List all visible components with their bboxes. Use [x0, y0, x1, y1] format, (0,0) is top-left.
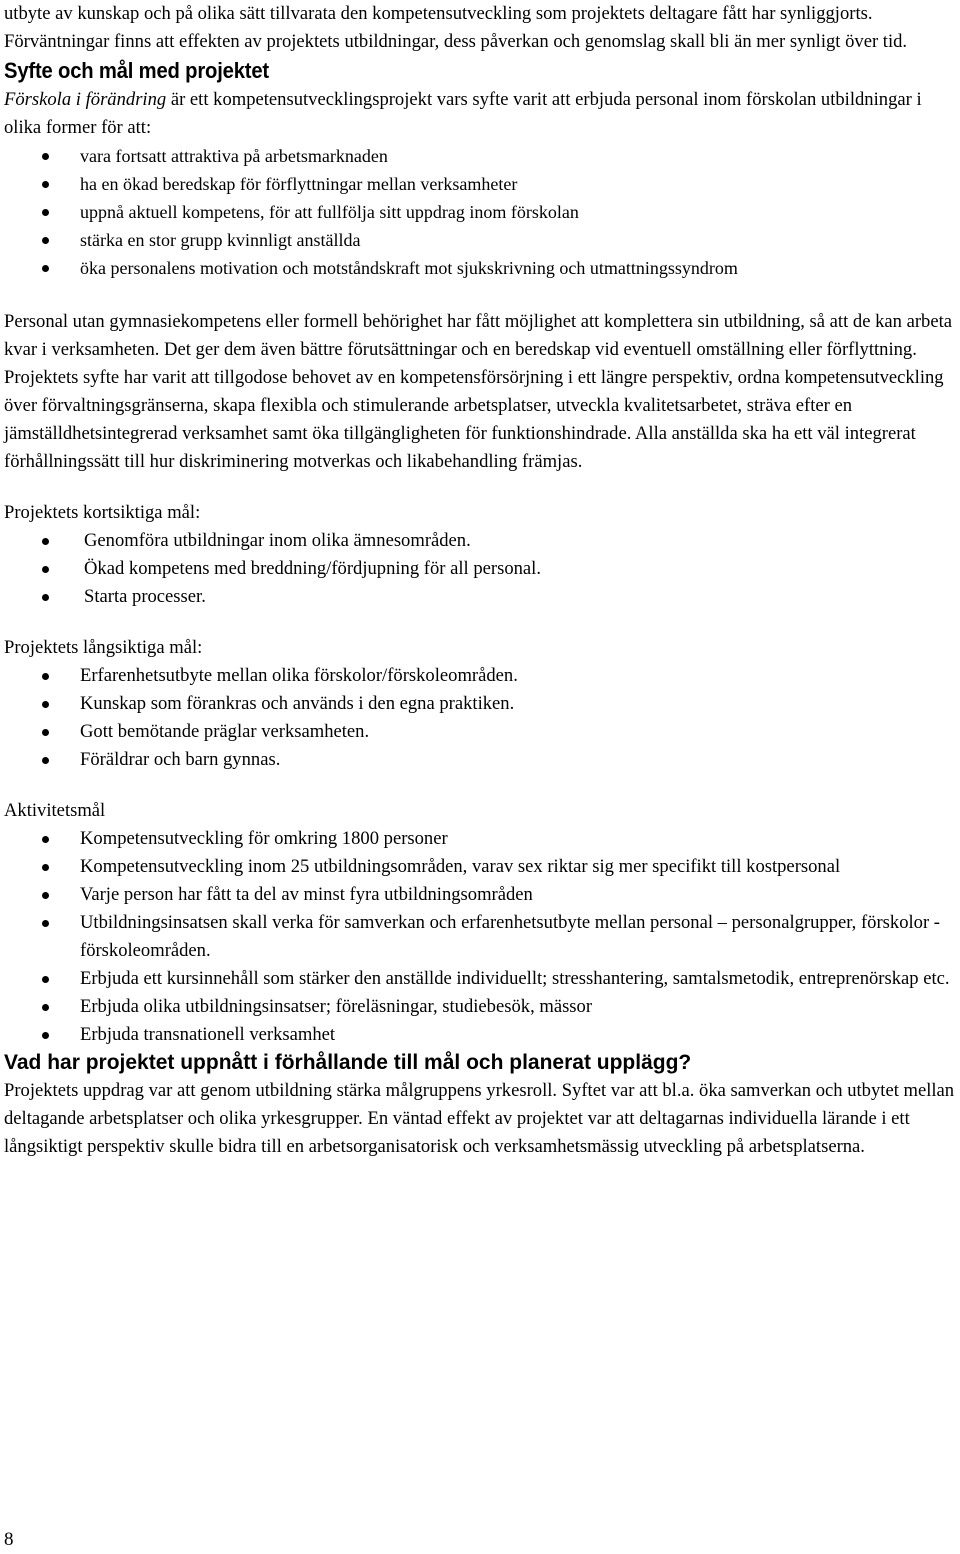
list-item: Varje person har fått ta del av minst fyra utbildningsområden [4, 881, 956, 909]
activity-goals-label: Aktivitetsmål [4, 800, 106, 821]
list-item: Kunskap som förankras och används i den egna praktiken. [4, 690, 956, 718]
purpose-lead-paragraph [4, 86, 956, 142]
purpose-lead-text: är ett kompetensutvecklingsprojekt vars syfte varit att erbjuda personal inom förskolan utbildningar i olika former för att: [4, 89, 922, 138]
list-item: Genomföra utbildningar inom olika ämnesområden. [4, 527, 956, 555]
list-item: Erfarenhetsutbyte mellan olika förskolor/förskoleområden. [4, 662, 956, 690]
activity-goals-list [4, 825, 956, 1049]
list-item: Gott bemötande präglar verksamheten. [4, 718, 956, 746]
list-item: öka personalens motivation och motståndskraft mot sjukskrivning och utmattningssyndrom [4, 254, 956, 282]
list-item: Starta processer. [4, 583, 956, 611]
intro-paragraph: utbyte av kunskap och på olika sätt tillvarata den kompetensutveckling som projektets deltagare fått har synliggjorts. Förväntningar finns att effekten av projektets utbildningar, dess påverkan och genomslag skall bli än mer synligt över tid. [4, 3, 908, 52]
list-item: Kompetensutveckling inom 25 utbildningsområden, varav sex riktar sig mer specifikt till kostpersonal [4, 853, 956, 881]
list-item: Erbjuda transnationell verksamhet [4, 1021, 956, 1049]
list-item: vara fortsatt attraktiva på arbetsmarknaden [4, 142, 956, 170]
document-page [4, 0, 956, 1161]
long-goals-label: Projektets långsiktiga mål: [4, 637, 203, 658]
purpose-list [4, 142, 956, 282]
list-item: stärka en stor grupp kvinnligt anställda [4, 226, 956, 254]
list-item: ha en ökad beredskap för förflyttningar mellan verksamheter [4, 170, 956, 198]
short-goals-label: Projektets kortsiktiga mål: [4, 502, 201, 523]
short-goals-list [4, 527, 956, 611]
list-item: Utbildningsinsatsen skall verka för samverkan och erfarenhetsutbyte mellan personal – personalgrupper, förskolor - förskoleområden. [4, 909, 956, 965]
list-item: Kompetensutveckling för omkring 1800 personer [4, 825, 956, 853]
section-heading-outcome: Vad har projektet uppnått i förhållande till mål och planerat upplägg? [4, 1051, 692, 1074]
purpose-paragraph: Personal utan gymnasiekompetens eller formell behörighet har fått möjlighet att komplettera sin utbildning, så att de kan arbeta kvar i verksamheten. Det ger dem även bättre förutsättningar och en beredskap vid eventuell omställning eller förflyttning. Projektets syfte har varit att tillgodose behovet av en kompetensförsörjning i ett längre perspektiv, ordna kompetensutveckling över förvaltningsgränserna, skapa flexibla och stimulerande arbetsplatser, utveckla kvalitetsarbetet, sträva efter en jämställdhetsintegrerad verksamhet samt öka tillgängligheten för funktionshindrade. Alla anställda ska ha ett väl integrerat förhållningssätt till hur diskriminering motverkas och likabehandling främjas. [4, 311, 953, 472]
list-item: Erbjuda olika utbildningsinsatser; föreläsningar, studiebesök, mässor [4, 993, 956, 1021]
list-item: Ökad kompetens med breddning/fördjupning för all personal. [4, 555, 956, 583]
outcome-paragraph: Projektets uppdrag var att genom utbildning stärka målgruppens yrkesroll. Syftet var att bl.a. öka samverkan och utbytet mellan deltagande arbetsplatser och olika yrkesgrupper. En väntad effekt av projektet var att deltagarnas individuella lärande i ett långsiktigt perspektiv skulle bidra till en arbetsorganisatorisk och verksamhetsmässig utveckling på arbetsplatserna. [4, 1080, 955, 1157]
page-number: 8 [4, 1529, 14, 1550]
list-item: uppnå aktuell kompetens, för att fullfölja sitt uppdrag inom förskolan [4, 198, 956, 226]
list-item: Föräldrar och barn gynnas. [4, 746, 956, 774]
section-heading-purpose: Syfte och mål med projektet [4, 58, 269, 83]
list-item: Erbjuda ett kursinnehåll som stärker den anställde individuellt; stresshantering, samtalsmetodik, entreprenörskap etc. [4, 965, 956, 993]
project-name: Förskola i förändring [4, 89, 167, 110]
long-goals-list [4, 662, 956, 774]
